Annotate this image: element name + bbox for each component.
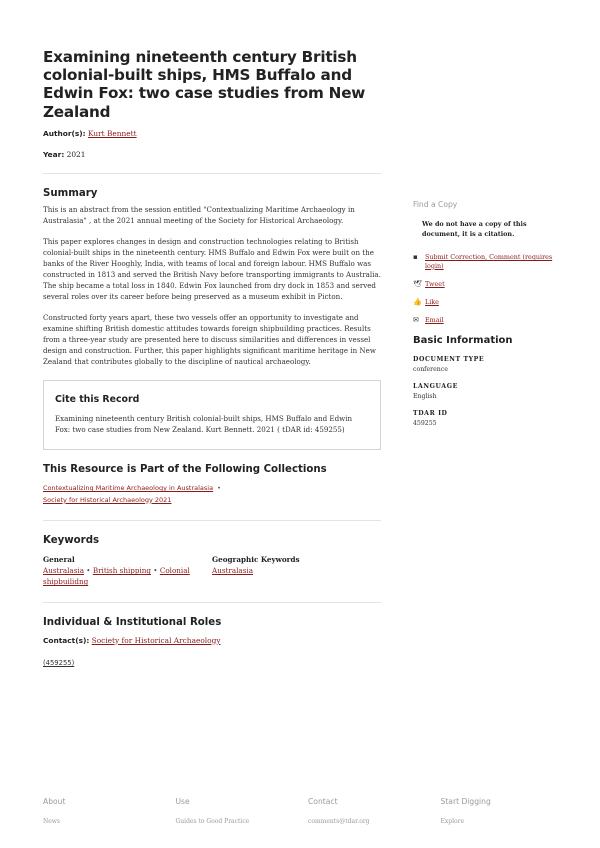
collection-link[interactable]: Society for Historical Archaeology 2021	[43, 495, 172, 504]
contact-label: Contact(s):	[43, 635, 90, 645]
cite-heading: Cite this Record	[55, 393, 140, 405]
thumbs-up-icon: 👍	[413, 297, 422, 306]
summary-heading: Summary	[43, 187, 98, 199]
footer-column-about	[43, 797, 176, 825]
cite-record-box	[43, 380, 381, 451]
geographic-keywords	[212, 554, 381, 587]
twitter-icon: 🕊	[413, 279, 422, 288]
contact-line	[43, 636, 381, 645]
citation-text: Examining nineteenth century British colonial-built ships, HMS Buffalo and Edwin Fox: two case studies from New Zealand. Kurt Bennett. 2021 ( tDAR id: 459255)	[55, 413, 353, 435]
footer-heading: About	[43, 797, 66, 806]
footer-link[interactable]: News	[43, 818, 61, 825]
envelope-icon: ✉	[413, 316, 419, 325]
keywords-section	[43, 535, 381, 587]
year-line	[43, 150, 381, 159]
footer	[43, 797, 573, 825]
footer-link[interactable]: Explore	[440, 818, 465, 825]
author-link[interactable]: Kurt Bennett	[87, 128, 137, 138]
field-label: LANGUAGE	[413, 382, 458, 390]
keyword-link[interactable]: British shipping	[92, 566, 151, 576]
footer-column-use	[176, 797, 309, 825]
document-type-field	[413, 356, 563, 373]
collection-link[interactable]: Contextualizing Maritime Archaeology in Australasia	[43, 484, 214, 493]
like-link[interactable]: Like	[425, 297, 439, 306]
geographic-keywords-label: Geographic Keywords	[212, 555, 300, 565]
year-value: 2021	[66, 149, 86, 159]
footer-heading: Start Digging	[440, 797, 491, 806]
comment-icon: ▪	[413, 253, 418, 262]
collection-bullet: •	[217, 484, 221, 493]
collections-section	[43, 464, 381, 506]
year-label: Year:	[43, 149, 65, 159]
basic-info-heading: Basic Information	[413, 334, 513, 346]
divider	[43, 602, 381, 603]
no-copy-note: We do not have a copy of this document, it is a citation.	[422, 220, 527, 238]
keyword-separator: •	[86, 566, 91, 576]
share-actions	[413, 253, 563, 326]
main-content	[43, 48, 381, 667]
contact-link[interactable]: Society for Historical Archaeology	[91, 635, 221, 645]
geographic-keywords-list	[212, 565, 381, 576]
keyword-link[interactable]: Australasia	[43, 566, 84, 576]
keyword-separator: •	[153, 566, 158, 576]
divider	[43, 520, 381, 521]
roles-section	[43, 617, 381, 667]
keywords-heading: Keywords	[43, 535, 100, 547]
tweet-link[interactable]: Tweet	[425, 279, 445, 288]
field-label: DOCUMENT TYPE	[413, 355, 485, 363]
keyword-link[interactable]: Australasia	[212, 566, 253, 576]
general-keywords-label: General	[43, 555, 75, 565]
field-value: 459255	[413, 419, 437, 427]
keywords-grid	[43, 554, 381, 587]
footer-heading: Contact	[308, 797, 338, 806]
submit-correction-link[interactable]: Submit Correction, Comment (requires login)	[425, 253, 553, 270]
footer-column-contact	[308, 797, 441, 825]
divider	[43, 173, 381, 174]
footer-heading: Use	[175, 797, 190, 806]
email-action[interactable]	[413, 316, 563, 325]
tweet-action[interactable]	[413, 280, 563, 289]
tdar-id-field	[413, 410, 563, 427]
summary-paragraph: This paper explores changes in design and construction technologies relating to British colonial-built ships in the nineteenth century. HMS Buffalo and Edwin Fox were built on the banks of the River Hooghly, India, with teams of local and foreign labour. HMS Buffalo was constructed in 1813 and served the British Navy before transporting immigrants to Australia. The ship became a total loss in 1840. Edwin Fox launched from dry dock in 1853 and served several roles over its career before being preserved as a museum exhibit in Picton.	[43, 236, 381, 301]
summary-paragraph: This is an abstract from the session entitled "Contextualizing Maritime Archaeology in Australasia" , at the 2021 annual meeting of the Society for Historical Archaeology.	[43, 204, 355, 225]
field-value: English	[413, 392, 437, 400]
summary-paragraph: Constructed forty years apart, these two vessels offer an opportunity to investigate and examine shifting British domestic attitudes towards foreign shipbuilding practices. Results from a three-year study are presented here to discuss similarities and differences in vessel design and construction. Further, this paper highlights significant maritime heritage in New Zealand that contributes globally to the discipline of nautical archaeology.	[43, 312, 376, 366]
record-id-link[interactable]: (459255)	[43, 658, 75, 667]
general-keywords	[43, 554, 212, 587]
general-keywords-list	[43, 565, 212, 587]
author-line	[43, 129, 381, 138]
collection-item	[43, 495, 381, 506]
language-field	[413, 383, 563, 400]
field-value: conference	[413, 365, 448, 373]
footer-link[interactable]: comments@tdar.org	[308, 818, 370, 825]
summary-section	[43, 188, 381, 368]
sidebar	[413, 200, 563, 427]
footer-column-start-digging	[441, 797, 574, 825]
like-action[interactable]	[413, 298, 563, 307]
collections-heading: This Resource is Part of the Following Collections	[43, 464, 327, 476]
collection-item	[43, 483, 381, 494]
collections-list	[43, 483, 381, 506]
field-label: TDAR ID	[413, 409, 448, 417]
page-title: Examining nineteenth century British colonial-built ships, HMS Buffalo and Edwin Fox: two case studies from New Zealand	[43, 48, 366, 121]
email-link[interactable]: Email	[425, 316, 444, 325]
author-label: Author(s):	[43, 128, 86, 138]
find-copy-heading: Find a Copy	[413, 200, 458, 209]
roles-heading: Individual & Institutional Roles	[43, 616, 222, 628]
footer-link[interactable]: Guides to Good Practice	[175, 818, 250, 825]
submit-correction-action[interactable]	[413, 253, 563, 270]
keyword-link[interactable]: Colonial shipbuilidng	[43, 566, 190, 587]
